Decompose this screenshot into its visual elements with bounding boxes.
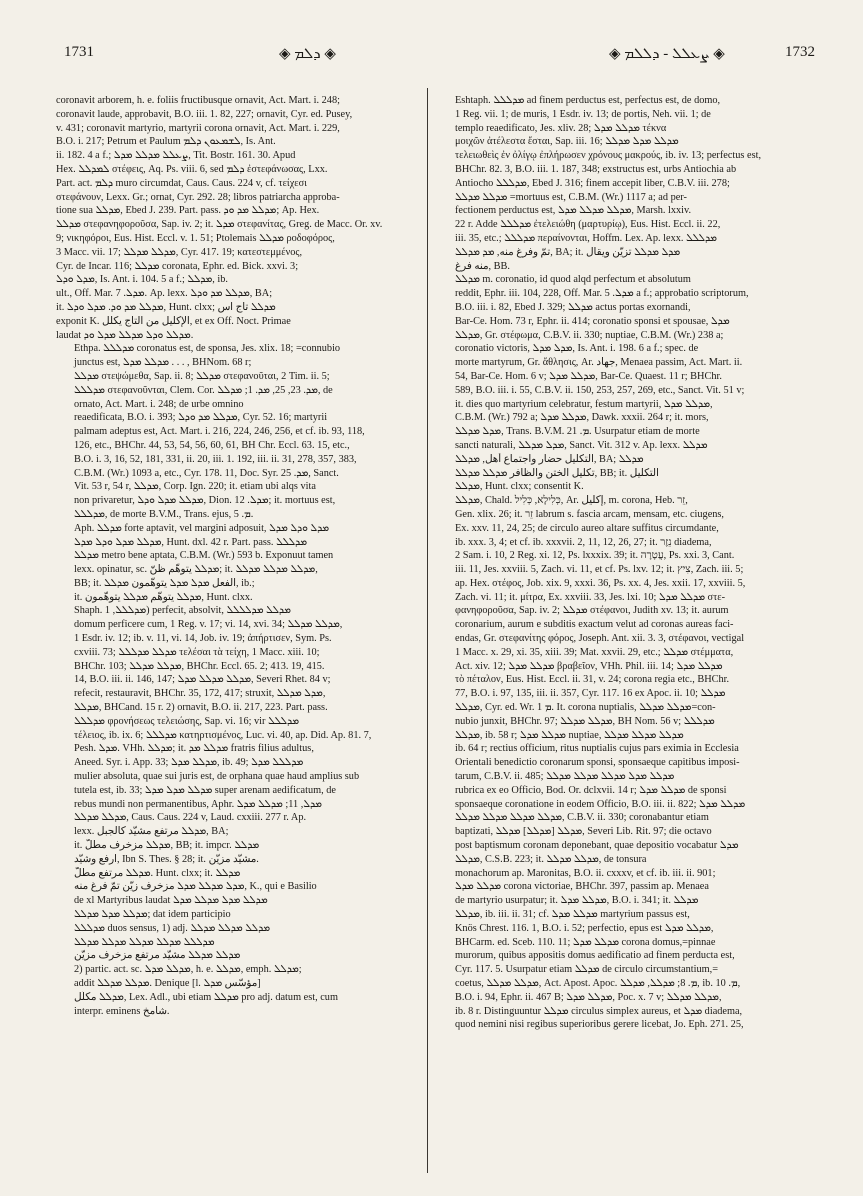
- entry-line: tione sua ܡܕܠܠ, Ebed J. 239. Part. pass. ܡܕܠܠ ܡܕ ܘܕ; Ap. Hex.: [56, 205, 320, 217]
- page-number-right: 1732: [785, 44, 815, 60]
- entry-line: Bar-Ce. Hom. 73 r, Ephr. ii. 414; coronatio sponsi et spousae, ܡܕܠ: [455, 315, 730, 327]
- entry-line: quod nemini nisi regibus superioribus gerere licebat, Jo. Eph. 271. 25,: [455, 1019, 744, 1031]
- entry-line: ܡܕܠܠ, C.S.B. 223; it. ܡܕܠܠ ܡܕܠܠ, de tonsura: [455, 853, 647, 865]
- entry-line: refecit, restauravit, BHChr. 35, 172, 417; struxit, ܡܕܠ ܡܕܠܠ,: [74, 688, 326, 700]
- page-number-left: 1731: [64, 44, 94, 60]
- entry-line: mulier absoluta, quae sui juris est, de orphana quae haud amplius sub: [74, 771, 360, 783]
- entry-line: it. ܡܕܠܠ يتوهّم ܡܕܠܠ يتوهّمون, Hunt. clxx.: [74, 591, 253, 603]
- entry-line: Gen. xlix. 26; it. זֵר labrum s. fascia arcam, mensam, etc. ciugens,: [455, 508, 725, 520]
- entry-line: 14, B.O. iii. ii. 146, 147; ܡܕܠܠ ܡܕܠܠ ܡܕܠ, Severi Rhet. 84 v;: [74, 674, 331, 686]
- entry-line: ܡܕܠܠ ܡܕܠܠ مشيّد مرتفع مزخرف مزيّن: [74, 950, 241, 962]
- entry-line: laudat ܡܕܠܠ ܘܕܠ ܡܕܠܠ ܡܕܠ ܘܕ.: [56, 329, 194, 341]
- entry-line: ornato, Act. Mart. i. 248; de urbe omnino: [74, 398, 244, 410]
- entry-line: ܡܕܠܠ, Hunt. clxx; consentit K.: [455, 481, 584, 493]
- entry-line: 9; νικηφόροι, Eus. Hist. Eccl. v. 1. 51; Ptolemais ܡܕܠܠ ροδοφόρος,: [56, 232, 335, 244]
- entry-line: ܡܕܠܠܠ φρονήσεως τελειώσης, Sap. vi. 16; vir ܡܕܠܠܠ: [74, 715, 299, 727]
- entry-line: tarum, C.B.V. ii. 485; ܡܕܠܠ ܡܕܠ ܡܕܠܠ ܡܕܠܠ ܡܕܠܠ: [455, 771, 675, 783]
- entry-line: Part. act. ܕܠܡ muro circumdat, Caus. Caus. 224 v, cf. τείχεσι: [56, 177, 307, 189]
- entry-line: Cyr. 117. 5. Usurpatur etiam ܡܕܠܠ de circulo circumstantium,=: [455, 964, 719, 976]
- entry-line: ܡܕܠܠ مرتفع مطلّ. Hunt. clxx; it. ܡܕܠܠ: [74, 867, 241, 879]
- entry-line: fectionem perductus est, ܡܕܠܠ ܡܕܠܠ ܡܕܠ, Marsh. lxxiv.: [455, 205, 692, 217]
- entry-line: ܡܕܠܠ ܡܕܠ corona victoriae, BHChr. 397, passim ap. Menaea: [455, 881, 709, 893]
- entry-line: domum perficere cum, 1 Reg. v. 17; vi. 14, xvi. 34; ܡܕܠܠ ܡܕܠܠ,: [74, 619, 343, 631]
- entry-line: coetus, ܡܕܠܠ ܡܕܠܠ, Act. Apost. Apoc. ܡ. 8; ܡܕܠܠ, ܡܕܠܠ, ib. ܡ. 10,: [455, 978, 741, 989]
- entry-line: tutela est, ib. 33; ܡܕܠܠ ܡܕܠ ܡܕܠ super arenam aedificatum, de: [74, 784, 336, 796]
- entry-line: 3 Macc. vii. 17; ܡܕܠܠ ܡܕܠܠ, Cyr. 417. 19; κατεστεμμένος,: [56, 246, 303, 258]
- entry-line: ܡܕܠܠ, ib. iii. ii. 31; cf. ܡܕܠܠ ܡܕܠ martyrium passus est,: [455, 909, 690, 921]
- entry-line: reaedificata, B.O. i. 393; ܡܕܠܠ ܡܕ ܘܕܠ, Cyr. 52. 16; martyrii: [74, 412, 328, 424]
- entry-line: lexx. ܡܕܠܠ مرتفع مشيّد كالجبل, BA;: [74, 826, 229, 838]
- dictionary-entry: [437, 273, 809, 494]
- entry-line: sancti naturali, ܡܕܠ ܡܕܠܠ, Sanct. Vit. 312 v. Ap. lexx. ܡܕܠܠ: [455, 439, 708, 451]
- entry-line: منه فرغ, BB.: [455, 260, 510, 272]
- entry-line: it. ܡܕܠܠ ܡܕ ܘܕ. ܡܕܠ ܘܕܠ, Hunt. clxx; ܡܕܠܠ تاج اس: [56, 301, 276, 313]
- entry-line: ܡܕܠܠ metro bene aptata, C.B.M. (Wr.) 593 b. Exponuut tamen: [74, 550, 334, 562]
- entry-line: monachorum ap. Maronitas, B.O. ii. cxxxv, et cf. ib. iii. ii. 901;: [455, 867, 716, 879]
- entry-line: Aph. ܡܕܠܠ forte aptavit, vel margini adposuit, ܡܕܠ ܘܕܠ ܡܕܠ: [74, 522, 330, 534]
- entry-line: post baptismum coronam deponebant, quae depositio vocabatur ܡܕܠ: [455, 840, 739, 852]
- entry-line: ܡܕܠܠܠ duos sensus, 1) adj. ܡܕܠܠ ܡܕܠܠ ܡܕܠܠ: [74, 922, 271, 934]
- entry-line: تمّ وفرغ منه, ܡܕ ܡܕܠܠ, BA; it. ܡܕܠ ܡܕܠܠ تزيّن ويقال: [455, 246, 681, 258]
- entry-line: 126, etc., BHChr. 44, 53, 54, 56, 60, 61, BH Chr. Eccl. 63. 15, etc.,: [74, 439, 350, 451]
- entry-line: lexx. opinatur, sc. ܡܕܠܠ يتوهّم ظنّ; it. ܡܕܠܠ ܡܕܠܠ ܡܕܠܠ,: [74, 564, 318, 576]
- entry-line: rubrica ex eo Officio, Bod. Or. dclxvii. 14 r; ܡܕܠܠ ܡܕܠ de sponsi: [455, 784, 727, 796]
- entry-line: B.O. i. 217; Petrum et Paulum ܠܫܡܥܘܢ ܕܠܡ, Is. Ant.: [56, 136, 276, 148]
- entry-line: ܡܕܠܠ, BHCand. 15 r. 2) ornavit, B.O. ii. 217, 223. Part. pass.: [74, 702, 328, 714]
- entry-line: Antiocho ܡܕܠܠܠ, Ebed J. 316; finem accepit liber, C.B.V. iii. 278;: [455, 177, 730, 189]
- entry-line: 2 Sam. i. 10, 2 Reg. xi. 12, Ps. lxxxix. 39; it. עֲטָרָה, Ps. xxi. 3, Cant.: [455, 550, 735, 562]
- entry-line: Hex. ܠܡܕܠܠ στέφεις, Aq. Ps. viii. 6, sed ܕܠܡ ἐστεφάνωσας, Lxx.: [56, 163, 328, 175]
- entry-line: interpr. eminens شامخ.: [74, 1005, 170, 1017]
- entry-line: C.B.M. (Wr.) 792 a; ܡܕܠܠ ܡܕܠ, Dawk. xxxii. 264 r; it. mors,: [455, 412, 709, 424]
- entry-line: BHCarm. ed. Sceb. 110. 11; ܡܕܠܠ ܡܕܠ corona domus,=pinnae: [455, 936, 716, 948]
- column-divider: [427, 88, 428, 1173]
- entry-line: ܡܕܠܠ ܡܕܠܠ, Caus. Caus. 224 v, Laud. cxxiii. 277 r. Ap.: [74, 812, 307, 824]
- entry-line: τὸ πέταλον, Eus. Hist. Eccl. ii. 31, v. 24; corona regia etc., BHChr.: [455, 674, 730, 686]
- entry-line: ib. 8 r. Distinguuntur ܡܕܠܠ circulus simplex aureus, et ܡܕܠ diadema,: [455, 1005, 743, 1017]
- entry-line: morte martyrum, Gr. ἄθλησις, Ar. جهاد, Menaea passim, Act. Mart. ii.: [455, 357, 743, 369]
- dictionary-entry: [56, 604, 428, 1018]
- entry-line: ارفع وشيّد, Ibn S. Thes. § 28; it. مشيّد مزيّن.: [74, 853, 259, 865]
- entry-line: iii. 11, Jes. xxviii. 5, Zach. vi. 11, et cf. Ps. lxv. 12; it. צִיץ, Zach. iii. 5;: [455, 564, 744, 576]
- entry-line: ܡܕܠܠ, Cyr. ed. Wr. ܡ 1. It. corona nuptialis, ܡܕܠܠ ܡܕܠܠ=con-: [455, 702, 716, 714]
- entry-line: 1 Macc. x. 29, xi. 35, xiii. 39; Mat. xxvii. 29, etc.; ܡܕܠܠ στέμματα,: [455, 646, 734, 658]
- entry-line: تكليل الختن والظافر ܡܕܠܠ ܡܕܠܠ, BB; it. التكليل: [455, 467, 659, 479]
- entry-line: rebus mundi non permanentibus, Aphr. ܡܕܠ, 11; ܡܕܠܠ ܡܕܠ: [74, 798, 322, 810]
- entry-line: ܡܕܠܠܠ στεφανοῦνται, Clem. Cor. ܡܕ. 23, 25, ܡܕ. 1; ܡܕܠܠ, de: [74, 384, 333, 396]
- entry-line: τέλειος, ib. ix. 6; ܡܕܠܠܠ κατηρτισμένος, Luc. vi. 40, ap. Did. Ap. 81. 7,: [74, 729, 372, 741]
- entry-line: it. ܡܕܠܠ مزخرف مطلّ, BB; it. impcr. ܡܕܠܠ: [74, 840, 260, 852]
- entry-line: ult., Off. Mar. ܡܕܠ. 7. Ap. lexx. ܡܕܠܠ ܡܕ ܘܕܠ, BA;: [56, 288, 273, 300]
- entry-line: non privaretur, ܡܕܠܠ ܡܕܠ ܘܕܠ, Dion. ܡܕܠ. 12; it. mortuus est,: [74, 495, 336, 507]
- entry-line: B.O. i. 94, Ephr. ii. 467 B; ܡܕܠܠ ܡܕܠ, Poc. x. 7 v; ܡܕܠܠ ܡܕܠܠ,: [455, 991, 722, 1003]
- entry-line: ib. xxx. 3, 4; et cf. ib. xxxvii. 2, 11, 12, 26, 27; it. נֵזֶר diadema,: [455, 536, 712, 548]
- entry-line: sponsaeque coronatione in eodem Officio, B.O. iii. ii. 822; ܡܕܠܠ ܡܕܠ: [455, 798, 746, 810]
- entry-line: templo reaedificato, Jes. xliv. 28; ܡܕܠܠ ܡܕܠ τέκνα: [455, 122, 667, 134]
- entry-line: nubio junxit, BHChr. 97; ܡܕܠܠ ܡܕܠܠ, BH Nom. 56 v; ܡܕܠܠܠ: [455, 715, 715, 727]
- page-header: [64, 44, 815, 66]
- entry-line: it. dies quo martyrium celebratur, festum martyrii, ܡܕܠܠ ܡܕܠ,: [455, 398, 713, 410]
- entry-line: coronavit arborem, h. e. foliis fructibusque ornavit, Act. Mart. i. 248;: [56, 95, 340, 106]
- entry-line: 589, B.O. iii. i. 55, C.B.V. ii. 150, 253, 257, 269, etc., Sanct. Vit. 51 v;: [455, 384, 745, 396]
- entry-line: Orientali benedictio coronarum sponsi, sponsaeque capitibus imposi-: [455, 757, 740, 769]
- entry-line: coronavit laude, approbavit, B.O. iii. 1. 82, 227; ornavit, Cyr. ed. Pusey,: [56, 108, 353, 120]
- entry-line: Pesh. ܡܕܠ. VHh. ܡܕܠܠ; it. ܡܕܠܠ ܡܕ fratris filius adultus,: [74, 743, 314, 755]
- dictionary-entry: [437, 494, 809, 1032]
- entry-line: Ethpa. ܡܕܠܠܠ coronatus est, de sponsa, Jes. xlix. 18; =connubio: [74, 343, 341, 355]
- entry-line: ܡܕܠ ܡܕܠܠ ܡܕܠ مزخرف زيّن تمّ فرغ منه, K., qui e Basilio: [74, 881, 317, 893]
- entry-line: Cyr. de Incar. 116; ܡܕܠܠ coronata, Ephr. ed. Bick. xxvi. 3;: [56, 260, 299, 272]
- entry-line: Eshtaph. ܡܕܠܠܠ ad finem perductus est, perfectus est, de domo,: [455, 95, 721, 106]
- entry-line: B.O. iii. i. 82, Ebed J. 329; ܡܕܠܠ actus portas exornandi,: [455, 301, 691, 313]
- entry-line: BHChr. 103; ܡܕܠܠ ܡܕܠܠ, BHChr. Eccl. 65. 2; 413. 19, 415.: [74, 660, 325, 672]
- entry-line: v. 431; coronavit martyrio, martyrii corona ornavit, Act. Mart. i. 229,: [56, 122, 340, 134]
- entry-line: baptizati, ܡܕܠܠ [ܡܕܠܠ] ܡܕܠܠ, Severi Lib. Rit. 97; die octavo: [455, 826, 712, 838]
- running-head-right: ◈ ܨܥܠܠ - ܕܠܠܡ ◈: [609, 46, 725, 62]
- entry-line: ܡܕܠ ܡܕܠܠ, Trans. B.V.M. ܡ. 21. Usurpatur etiam de morte: [455, 426, 700, 438]
- entry-line: ap. Hex. στέφος, Job. xix. 9, xxxi. 36, Ps. xx. 4, Jes. xxii. 17, xxviii. 5,: [455, 577, 746, 589]
- entry-line: ܡܕܠܠ ܡܕܠܠ =mortuus est, C.B.M. (Wr.) 1117 a; ad per-: [455, 191, 687, 203]
- entry-line: ܡܕܠܠ, Chald. כְּלִילָא, כְּלִיל, Ar. إكليل, m. corona, Heb. זֵר,: [455, 495, 688, 507]
- running-head-left: ◈ ܕܠܡ ◈: [279, 46, 336, 62]
- entry-line: iii. 35, etc.; ܡܕܠܠܠ περαίνονται, Hoffm. Lex. Ap. lexx. ܡܕܠܠܠ: [455, 232, 717, 244]
- entry-line: B.O. i. 3, 16, 52, 181, 331, ii. 20, iii. 1. 192, iii. ii. 31, 278, 357, 383,: [74, 453, 357, 465]
- entry-line: Ex. xxv. 11, 24, 25; de circulo aureo altare suffitus circumdante,: [455, 522, 719, 534]
- entry-line: التكليل حضار واجتماع أهل, ܡܕܠܠ, BA; ܡܕܠܠ: [455, 453, 644, 465]
- entry-line: ܡܕܠܠ m. coronatio, id quod alqd perfectum et absolutum: [455, 274, 691, 286]
- entry-line: 22 r. Adde ܡܕܠܠܠ ἐτελειώθη (μαρτυρίῳ), Eus. Hist. Eccl. ii. 22,: [455, 219, 721, 231]
- entry-line: στεφάνουν, Lexx. Gr.; ornat, Cyr. 292. 28; libros patriarcha approba-: [56, 191, 340, 203]
- entry-line: C.B.M. (Wr.) 1093 a, etc., Cyr. 178. 11, Doc. Syr. ܡܕ. 25, Sanct.: [74, 467, 339, 479]
- entry-line: Shaph. ܡܕܠܠܠ, 1) perfecit, absolvit, ܡܕܠܠ ܡܕܠܠܠܠ: [74, 605, 291, 617]
- entry-line: coronarium, aurum e subditis exactum velut ad coronas aureas faci-: [455, 619, 734, 631]
- entry-line: ܡܕܠܠܠ, de morte B.V.M., Trans. ejus, ܡ. 5.: [74, 508, 254, 520]
- left-column: [56, 94, 428, 1179]
- entry-line: μοιχῶν ἀτέλεστα ἔσται, Sap. iii. 16; ܡܕܠܠ ܡܕܠ ܡܕܠܠ: [455, 136, 679, 148]
- entry-line: ܡܕܠܠ στεφανηφοροῦσα, Sap. iv. 2; it. ܡܕܠ στεφανίτας, Greg. de Macc. Or. xv.: [56, 219, 383, 231]
- entry-line: 77, B.O. i. 97, 135, iii. ii. 357, Cyr. 117. 16 ex Apoc. ii. 10; ܡܕܠܠ: [455, 688, 726, 700]
- entry-line: Act. xiv. 12; ܡܕܠܠ ܡܕܠ βραβεῖον, VHh. Phil. iii. 14; ܡܕܠܠ ܡܕܠ: [455, 660, 723, 672]
- entry-line: ܡܕܠܠ ܡܕܠ ܡܕܠܠ; dat idem participio: [74, 909, 231, 921]
- entry-line: cxviii. 73; ܡܕܠܠ ܡܕܠܠܠ τελέσαι τὰ τείχη, 1 Macc. xiii. 10;: [74, 646, 320, 658]
- entry-line: 2) partic. act. sc. ܡܕܠܠ ܡܕܠ, h. e. ܡܕܠܠ, emph. ܡܕܠܠ;: [74, 964, 302, 976]
- entry-line: exponit K. الإكليل من التاج يكلل, et ex Off. Noct. Primae: [56, 315, 291, 327]
- entry-line: murorum, quibus appositis domus aedificatio ad finem perducta est,: [455, 950, 735, 962]
- entry-line: ܡܕܠܠ στεψώμεθα, Sap. ii. 8; ܡܕܠܠ στεφανοῦται, 2 Tim. ii. 5;: [74, 370, 330, 382]
- dictionary-entry: [437, 94, 809, 273]
- entry-line: ܡܕܠܠ ܡܕܠ ܘܕܠ ܡܕܠ, Hunt. dxl. 42 r. Part. pass. ܡܕܠܠܠ: [74, 536, 307, 548]
- dictionary-entry: [56, 94, 428, 342]
- entry-line: BHChr. 82. 3, B.O. iii. 1. 187, 348; exstructus est, urbs Antiochia ab: [455, 163, 737, 175]
- entry-line: ib. 64 r; rectius officium, ritus nuptialis cujus pars eximia in Ecclesia: [455, 743, 739, 755]
- entry-line: ܡܕܠܠ, Gr. στέφωμα, C.B.V. ii. 330; nuptiae, C.B.M. (Wr.) 238 a;: [455, 329, 724, 341]
- entry-line: de martyrio usurpatur; it. ܡܕܠܠ ܡܕܠ, B.O. i. 341; it. ܡܕܠܠ: [455, 895, 699, 907]
- entry-line: reddit, Ephr. iii. 104, 228, Off. Mar. ܡܕܠ. 5 a f.; approbatio scriptorum,: [455, 288, 749, 300]
- entry-line: Knös Chrest. 116. 1, B.O. i. 52; perfectio, epus est ܡܕܠܠ ܡܕܠ,: [455, 922, 714, 934]
- entry-line: Zach. vi. 11; it. μίτρα, Ex. xxviii. 33, Jes. lxi. 10; ܡܕܠܠ ܡܕܠ στε-: [455, 591, 725, 603]
- entry-line: coronatio victoris, ܡܕܠ ܡܕܠ, Is. Ant. i. 198. 6 a f.; spec. de: [455, 343, 699, 355]
- entry-line: ܡܕܠܠ مكلّل, Lex. Adl., ubi etiam ܡܕܠܠ pro adj. datum est, cum: [74, 991, 338, 1003]
- entry-line: de xl Martyribus laudat ܡܕܠܠ ܡܕܠ ܡܕܠܠ ܡܕܠ: [74, 895, 268, 907]
- entry-line: ܡܕܠ ܘܕܠ, Is. Ant. i. 104. 5 a f.; ܡܕܠܠ, ib.: [56, 274, 228, 286]
- entry-line: τελειωθεὶς ἐν ὀλίγῳ ἐπλήρωσεν χρόνους μακρούς, ib. iv. 13; perfectus est,: [455, 150, 762, 162]
- entry-line: 54, Bar-Ce. Hom. 6 v; ܡܕܠܠ ܡܕܠ, Bar-Ce. Quaest. 11 r; BHChr.: [455, 370, 722, 382]
- entry-line: junctus est, ܡܕܠܠ ܡܕܠ . . . , BHNom. 68 r;: [74, 357, 252, 369]
- entry-line: Vit. 53 r, 54 r, ܡܕܠܠ, Corp. Ign. 220; it. etiam ubi alqs vita: [74, 481, 316, 493]
- entry-line: 1 Esdr. iv. 12; ib. v. 11, vi. 14, Job. iv. 19; ἀπήρτισεν, Sym. Ps.: [74, 633, 332, 645]
- entry-line: ܡܕܠܠ, ib. 58 r; ܡܕܠܠ ܡܕܠ nuptiae, ܡܕܠܠ ܡܕܠܠ ܡܕܠܠ: [455, 729, 684, 741]
- dictionary-entry: [56, 522, 428, 605]
- entry-line: ii. 182. 4 a f.; ܨܥܠܠ ܡܕܠܠ ܡܕܠ, Tit. Bostr. 161. 30. Apud: [56, 150, 296, 162]
- entry-line: ܡܕܠܠ ܡܕܠܠ ܡܕܠܠ ܡܕܠܠ, C.B.V. ii. 330; coronabantur etiam: [455, 812, 709, 824]
- entry-line: BB; it. الفعل ܡܕܠ ܡܕܠ يتوهّمون ܡܕܠܠ, ib.;: [74, 577, 255, 589]
- right-column: [437, 94, 809, 1179]
- entry-line: Aneed. Syr. i. App. 33; ܡܕܠܠ ܡܕܠ, ib. 49; ܡܕܠܠܠ ܡܕܠ: [74, 757, 304, 769]
- entry-line: palmam adeptus est, Act. Mart. i. 216, 224, 246, 256, et cf. ib. 93, 118,: [74, 426, 365, 438]
- entry-line: 1 Reg. vii. 1; de muris, 1 Esdr. iv. 13; de portis, Neh. vii. 1; de: [455, 108, 711, 120]
- entry-line: addit ܡܕܠܠ ܡܕܠܠ. Denique [l. مؤسّس ܡܕܠ]: [74, 978, 261, 989]
- entry-line: φανηφοροῦσα, Sap. iv. 2; ܡܕܠܠ στέφανοι, Judith xv. 13; it. aurum: [455, 605, 729, 617]
- entry-line: ܡܕܠܠܠ ܡܕܠܠ ܡܕܠܠ ܡܕܠܠ ܡܕܠܠ: [74, 936, 215, 948]
- dictionary-entry: [56, 342, 428, 521]
- entry-line: endas, Gr. στεφανίτης φόρος, Joseph. Ant. xii. 3. 3, στέφανοι, vectigal: [455, 633, 745, 645]
